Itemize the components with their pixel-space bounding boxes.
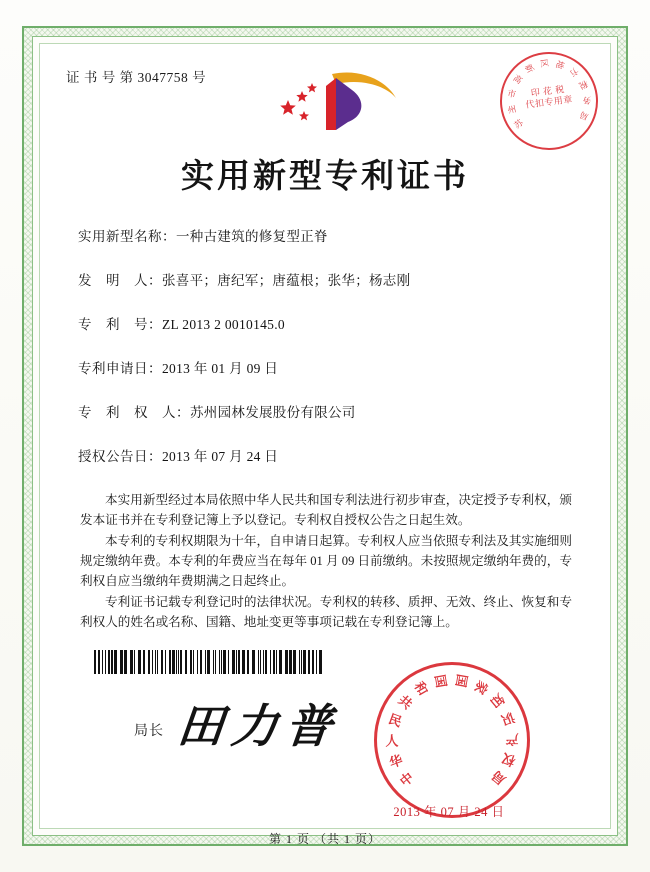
field-value: 2013 年 07 月 24 日 [162,449,279,464]
legal-paragraph-3: 专利证书记载专利登记时的法律状况。专利权的转移、质押、无效、终止、恢复和专利权人的姓名或名称、国籍、地址变更等事项记载在专利登记簿上。 [80,595,572,629]
field-row-inventors [78,272,578,290]
sipo-logo-icon [274,64,404,134]
signature-name: 田力普 [174,701,343,752]
legal-paragraph-2: 本专利的专利权期限为十年，自申请日起算。专利权人应当依照专利法及其实施细则规定缴纳年费。本专利的年费应当在每年 01 月 09 日前缴纳。未按照规定缴纳年费的，专利权自应当缴纳年费期满之日起终止。 [80,534,572,588]
field-row-patent-number [78,316,578,334]
field-value: ZL 2013 2 0010145.0 [162,317,285,332]
field-label: 专 利 号： [78,317,162,332]
tax-stamp-seal [494,46,603,155]
field-list [78,228,578,492]
field-row-name [78,228,578,246]
legal-paragraph-1: 本实用新型经过本局依照中华人民共和国专利法进行初步审查，决定授予专利权，颁发本证书并在专利登记簿上予以登记。专利权自授权公告之日起生效。 [80,493,572,527]
barcode [94,650,326,674]
page-footer: 第 1 页 （共 1 页） [268,832,381,846]
tax-stamp-line1: 印 花 税 [530,84,566,99]
field-value: 2013 年 01 月 09 日 [162,361,279,376]
field-label: 专 利 权 人： [78,405,190,420]
page-title: 实用新型专利证书 [181,159,469,195]
field-row-application-date [78,360,578,378]
signature-label: 局长 [134,724,164,739]
legal-body-text [80,490,572,633]
field-row-patentee [78,404,578,422]
field-value: 一种古建筑的修复型正脊 [176,229,328,244]
field-label: 发 明 人： [78,273,162,288]
seal-date: 2013 年 07 月 24 日 [393,805,505,819]
field-label: 专利申请日： [78,361,162,376]
field-value: 张喜平；唐纪军；唐蕴根；张华；杨志刚 [162,273,411,288]
field-value: 苏州园林发展股份有限公司 [190,405,356,420]
field-label: 实用新型名称： [78,229,176,244]
field-row-grant-date [78,448,578,466]
tax-stamp-ring-text: 苏 州 市 高 新 区 地 方 税 务 局 [506,58,592,131]
certificate-content [38,42,612,846]
tax-stamp-line2: 代扣专用章 [524,94,574,110]
field-label: 授权公告日： [78,449,162,464]
official-seal: 中 华 人 民 共 和 国 国 家 知 识 产 权 局 [374,662,530,818]
certificate-number: 证 书 号 第 3047758 号 [66,70,207,85]
